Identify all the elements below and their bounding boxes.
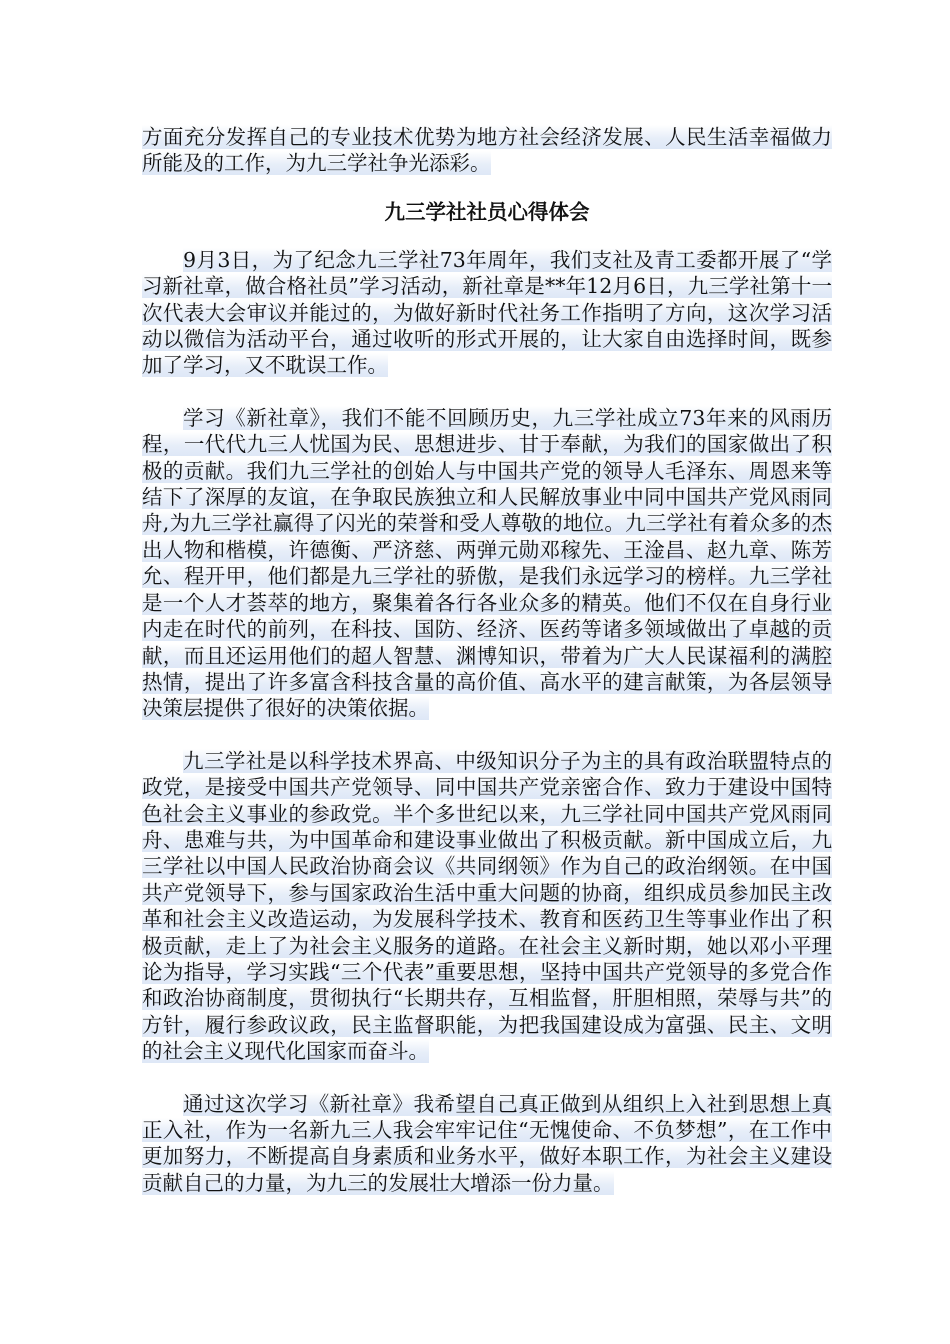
lead-paragraph-text: 方面充分发挥自己的专业技术优势为地方社会经济发展、人民生活幸福做力所能及的工作，为九三学社争光添彩。 [142, 125, 832, 176]
spacer [142, 177, 832, 199]
document-title: 九三学社社员心得体会 [384, 199, 590, 224]
paragraph-2 [142, 405, 832, 722]
paragraph-4-text: 通过这次学习《新社章》我希望自己真正做到从组织上入社到思想上真正入社，作为一名新九三人我会牢牢记住“无愧使命、不负梦想”，在工作中更加努力，不断提高自身素质和业务水平，做好本职工作，为社会主义建设贡献自己的力量，为九三的发展壮大增添一份力量。 [142, 1091, 832, 1195]
paragraph-2-text: 学习《新社章》，我们不能不回顾历史，九三学社成立73年来的风雨历程，一代代九三人忧国为民、思想进步、甘于奉献，为我们的国家做出了积极的贡献。我们九三学社的创始人与中国共产党的领导人毛泽东、周恩来等结下了深厚的友谊，在争取民族独立和人民解放事业中同中国共产党风雨同舟,为九三学社赢得了闪光的荣誉和受人尊敬的地位。九三学社有着众多的杰出人物和楷模，许德衡、严济慈、两弹元勋邓稼先、王淦昌、赵九章、陈芳允、程开甲，他们都是九三学社的骄傲，是我们永远学习的榜样。九三学社是一个人才荟萃的地方，聚集着各行各业众多的精英。他们不仅在自身行业内走在时代的前列，在科技、国防、经济、医药等诸多领域做出了卓越的贡献，而且还运用他们的超人智慧、渊博知识，带着为广大人民谋福利的满腔热情，提出了许多富含科技含量的高价值、高水平的建言献策，为各层领导决策层提供了很好的决策依据。 [142, 405, 832, 721]
spacer [142, 722, 832, 748]
spacer [142, 1065, 832, 1091]
paragraph-3-text: 九三学社是以科学技术界高、中级知识分子为主的具有政治联盟特点的政党，是接受中国共产党领导、同中国共产党亲密合作、致力于建设中国特色社会主义事业的参政党。半个多世纪以来，九三学社同中国共产党风雨同舟、患难与共，为中国革命和建设事业做出了积极贡献。新中国成立后，九三学社以中国人民政治协商会议《共同纲领》作为自己的政治纲领。在中国共产党领导下，参与国家政治生活中重大问题的协商，组织成员参加民主改革和社会主义改造运动，为发展科学技术、教育和医药卫生等事业作出了积极贡献，走上了为社会主义服务的道路。在社会主义新时期，她以邓小平理论为指导，学习实践“三个代表”重要思想，坚持中国共产党领导的多党合作和政治协商制度，贯彻执行“长期共存，互相监督，肝胆相照，荣辱与共”的方针，履行参政议政，民主监督职能，为把我国建设成为富强、民主、文明的社会主义现代化国家而奋斗。 [142, 748, 832, 1064]
paragraph-4 [142, 1091, 832, 1197]
lead-paragraph [142, 124, 832, 177]
document-body [142, 124, 832, 1196]
spacer [142, 379, 832, 405]
paragraph-1-text: 9月3日，为了纪念九三学社73年周年，我们支社及青工委都开展了“学习新社章，做合格社员”学习活动，新社章是**年12月6日，九三学社第十一次代表大会审议并能过的，为做好新时代社务工作指明了方向，这次学习活动以微信为活动平台，通过收听的形式开展的，让大家自由选择时间，既参加了学习，又不耽误工作。 [142, 247, 832, 378]
paragraph-1 [142, 247, 832, 379]
paragraph-3 [142, 748, 832, 1065]
spacer [142, 225, 832, 247]
